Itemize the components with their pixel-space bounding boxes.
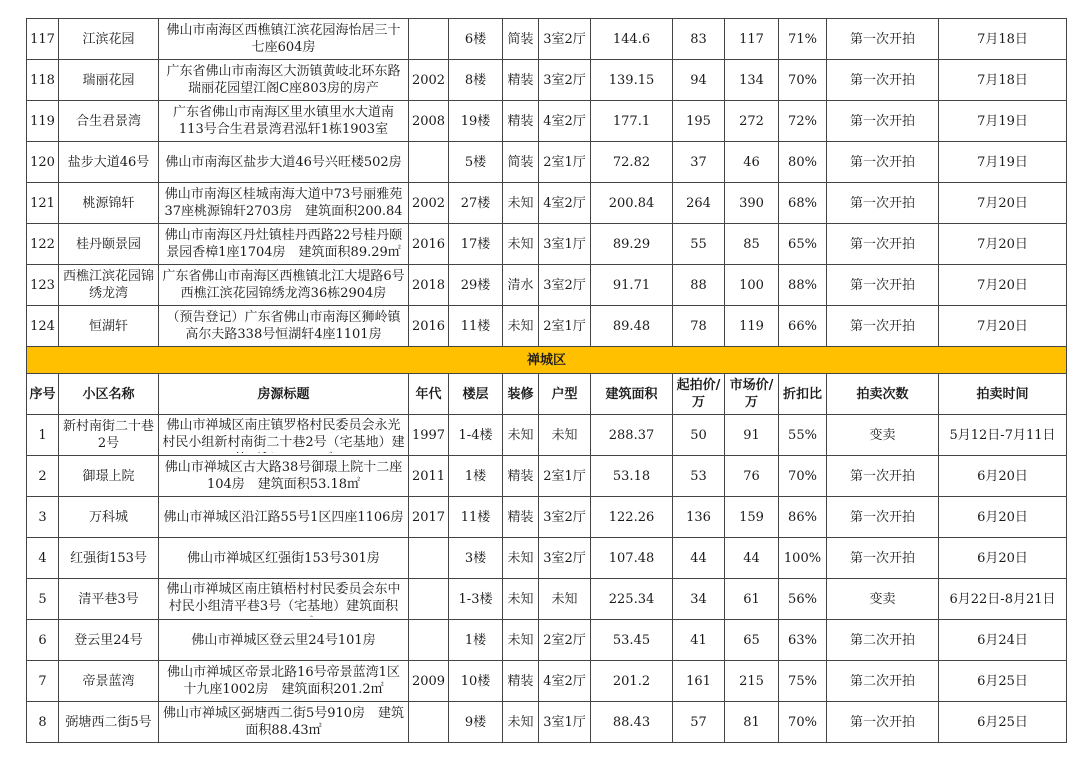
cell-title bbox=[159, 497, 409, 538]
cell-title bbox=[159, 19, 409, 60]
cell-times: 变卖 bbox=[827, 415, 939, 456]
cell-layout: 3室2厅 bbox=[539, 265, 591, 306]
cell-name: 登云里24号 bbox=[59, 620, 159, 661]
cell-no: 1 bbox=[27, 415, 59, 456]
table-row bbox=[27, 620, 1067, 661]
cell-layout: 3室2厅 bbox=[539, 60, 591, 101]
cell-title bbox=[159, 60, 409, 101]
cell-floor: 9楼 bbox=[449, 702, 503, 743]
cell-floor: 11楼 bbox=[449, 306, 503, 347]
cell-no: 8 bbox=[27, 702, 59, 743]
cell-layout: 3室2厅 bbox=[539, 538, 591, 579]
cell-title bbox=[159, 101, 409, 142]
cell-market: 46 bbox=[725, 142, 779, 183]
cell-name: 桂丹颐景园 bbox=[59, 224, 159, 265]
cell-market: 119 bbox=[725, 306, 779, 347]
header-name: 小区名称 bbox=[59, 374, 159, 415]
header-floor: 楼层 bbox=[449, 374, 503, 415]
cell-ratio: 56% bbox=[779, 579, 827, 620]
section-banner bbox=[27, 347, 1067, 374]
cell-start: 34 bbox=[673, 579, 725, 620]
cell-market: 159 bbox=[725, 497, 779, 538]
cell-market: 100 bbox=[725, 265, 779, 306]
cell-area: 91.71 bbox=[591, 265, 673, 306]
table-row bbox=[27, 224, 1067, 265]
cell-title-text: 佛山市禅城区古大路38号御璟上院十二座104房 建筑面积53.18㎡ bbox=[164, 460, 403, 492]
cell-market: 117 bbox=[725, 19, 779, 60]
cell-date: 6月24日 bbox=[939, 620, 1067, 661]
cell-title-text: （预告登记）广东省佛山市南海区狮岭镇高尔夫路338号恒湖轩4座1101房 bbox=[166, 310, 401, 342]
cell-area: 200.84 bbox=[591, 183, 673, 224]
table-row bbox=[27, 306, 1067, 347]
cell-times: 第一次开拍 bbox=[827, 101, 939, 142]
cell-date: 6月25日 bbox=[939, 702, 1067, 743]
cell-no: 119 bbox=[27, 101, 59, 142]
cell-year: 2002 bbox=[409, 60, 449, 101]
cell-start: 37 bbox=[673, 142, 725, 183]
cell-ratio: 68% bbox=[779, 183, 827, 224]
cell-year: 2002 bbox=[409, 183, 449, 224]
cell-year: 1997 bbox=[409, 415, 449, 456]
cell-floor: 1-4楼 bbox=[449, 415, 503, 456]
header-times: 拍卖次数 bbox=[827, 374, 939, 415]
cell-area: 53.45 bbox=[591, 620, 673, 661]
cell-floor: 19楼 bbox=[449, 101, 503, 142]
header-market-price: 市场价/万 bbox=[725, 374, 779, 415]
cell-no: 121 bbox=[27, 183, 59, 224]
cell-ratio: 63% bbox=[779, 620, 827, 661]
cell-decor: 精装 bbox=[503, 497, 539, 538]
section-title: 禅城区 bbox=[27, 347, 1067, 374]
cell-market: 65 bbox=[725, 620, 779, 661]
header-no: 序号 bbox=[27, 374, 59, 415]
table-row bbox=[27, 538, 1067, 579]
chancheng-section bbox=[27, 415, 1067, 743]
chancheng-section-header bbox=[27, 347, 1067, 415]
cell-title-text: 佛山市禅城区沿江路55号1区四座1106房 bbox=[163, 509, 404, 525]
cell-name: 盐步大道46号 bbox=[59, 142, 159, 183]
cell-decor: 未知 bbox=[503, 702, 539, 743]
cell-decor: 未知 bbox=[503, 579, 539, 620]
cell-start: 41 bbox=[673, 620, 725, 661]
cell-no: 3 bbox=[27, 497, 59, 538]
cell-title-text: 佛山市南海区西樵镇江滨花园海怡居三十七座604房 bbox=[166, 23, 401, 55]
table-row bbox=[27, 183, 1067, 224]
cell-start: 88 bbox=[673, 265, 725, 306]
cell-date: 7月20日 bbox=[939, 265, 1067, 306]
cell-layout: 2室1厅 bbox=[539, 456, 591, 497]
cell-title-text: 佛山市禅城区登云里24号101房 bbox=[191, 632, 376, 648]
header-date: 拍卖时间 bbox=[939, 374, 1067, 415]
cell-ratio: 71% bbox=[779, 19, 827, 60]
cell-title bbox=[159, 306, 409, 347]
cell-times: 第一次开拍 bbox=[827, 265, 939, 306]
cell-start: 94 bbox=[673, 60, 725, 101]
cell-start: 53 bbox=[673, 456, 725, 497]
cell-layout: 4室2厅 bbox=[539, 183, 591, 224]
table-header-row bbox=[27, 374, 1067, 415]
cell-ratio: 70% bbox=[779, 456, 827, 497]
cell-date: 7月20日 bbox=[939, 183, 1067, 224]
cell-decor: 未知 bbox=[503, 183, 539, 224]
cell-layout: 未知 bbox=[539, 415, 591, 456]
cell-decor: 精装 bbox=[503, 456, 539, 497]
cell-name: 帝景蓝湾 bbox=[59, 661, 159, 702]
cell-ratio: 70% bbox=[779, 702, 827, 743]
header-year: 年代 bbox=[409, 374, 449, 415]
cell-decor: 未知 bbox=[503, 538, 539, 579]
cell-market: 61 bbox=[725, 579, 779, 620]
cell-title bbox=[159, 224, 409, 265]
cell-floor: 27楼 bbox=[449, 183, 503, 224]
cell-ratio: 86% bbox=[779, 497, 827, 538]
cell-area: 139.15 bbox=[591, 60, 673, 101]
cell-no: 122 bbox=[27, 224, 59, 265]
cell-layout: 3室1厅 bbox=[539, 224, 591, 265]
header-ratio: 折扣比 bbox=[779, 374, 827, 415]
cell-date: 6月25日 bbox=[939, 661, 1067, 702]
cell-ratio: 65% bbox=[779, 224, 827, 265]
cell-ratio: 55% bbox=[779, 415, 827, 456]
cell-name: 清平巷3号 bbox=[59, 579, 159, 620]
cell-title bbox=[159, 538, 409, 579]
cell-area: 89.48 bbox=[591, 306, 673, 347]
header-title: 房源标题 bbox=[159, 374, 409, 415]
cell-title-text: 佛山市南海区盐步大道46号兴旺楼502房 bbox=[165, 154, 402, 170]
cell-start: 55 bbox=[673, 224, 725, 265]
cell-market: 85 bbox=[725, 224, 779, 265]
cell-name: 瑞丽花园 bbox=[59, 60, 159, 101]
cell-floor: 1楼 bbox=[449, 620, 503, 661]
cell-year bbox=[409, 702, 449, 743]
cell-year: 2009 bbox=[409, 661, 449, 702]
table-row bbox=[27, 579, 1067, 620]
cell-decor: 未知 bbox=[503, 415, 539, 456]
cell-no: 7 bbox=[27, 661, 59, 702]
cell-layout: 2室1厅 bbox=[539, 142, 591, 183]
cell-area: 144.6 bbox=[591, 19, 673, 60]
cell-title bbox=[159, 579, 409, 620]
cell-ratio: 70% bbox=[779, 60, 827, 101]
cell-name: 恒湖轩 bbox=[59, 306, 159, 347]
cell-floor: 6楼 bbox=[449, 19, 503, 60]
cell-title bbox=[159, 456, 409, 497]
cell-ratio: 66% bbox=[779, 306, 827, 347]
cell-floor: 10楼 bbox=[449, 661, 503, 702]
cell-start: 83 bbox=[673, 19, 725, 60]
cell-area: 53.18 bbox=[591, 456, 673, 497]
cell-layout: 4室2厅 bbox=[539, 661, 591, 702]
cell-title-text: 佛山市禅城区南庄镇罗格村民委员会永光村民小组新村南街二十巷2号（宅基地）建 bbox=[162, 418, 405, 450]
cell-area: 225.34 bbox=[591, 579, 673, 620]
cell-no: 4 bbox=[27, 538, 59, 579]
cell-area: 88.43 bbox=[591, 702, 673, 743]
cell-times: 第一次开拍 bbox=[827, 19, 939, 60]
nanhai-section bbox=[27, 19, 1067, 347]
cell-floor: 17楼 bbox=[449, 224, 503, 265]
cell-decor: 未知 bbox=[503, 620, 539, 661]
cell-title bbox=[159, 702, 409, 743]
table-row bbox=[27, 702, 1067, 743]
cell-title bbox=[159, 142, 409, 183]
cell-date: 6月20日 bbox=[939, 456, 1067, 497]
cell-title-text: 佛山市禅城区南庄镇梧村村民委员会东中村民小组清平巷3号（宅基地）建筑面积 bbox=[166, 582, 401, 614]
cell-market: 91 bbox=[725, 415, 779, 456]
cell-area: 72.82 bbox=[591, 142, 673, 183]
cell-date: 7月19日 bbox=[939, 142, 1067, 183]
cell-date: 7月20日 bbox=[939, 306, 1067, 347]
cell-decor: 未知 bbox=[503, 306, 539, 347]
cell-market: 76 bbox=[725, 456, 779, 497]
table-row bbox=[27, 497, 1067, 538]
cell-layout: 3室2厅 bbox=[539, 19, 591, 60]
cell-decor: 精装 bbox=[503, 661, 539, 702]
auction-table bbox=[26, 18, 1067, 743]
table-row bbox=[27, 60, 1067, 101]
table-row bbox=[27, 661, 1067, 702]
header-start-price: 起拍价/万 bbox=[673, 374, 725, 415]
cell-market: 215 bbox=[725, 661, 779, 702]
cell-area: 89.29 bbox=[591, 224, 673, 265]
cell-title-text: 广东省佛山市南海区里水镇里水大道南113号合生君景湾君泓轩1栋1903室 bbox=[172, 105, 394, 137]
cell-times: 第一次开拍 bbox=[827, 224, 939, 265]
cell-year: 2016 bbox=[409, 224, 449, 265]
table-row bbox=[27, 265, 1067, 306]
cell-floor: 11楼 bbox=[449, 497, 503, 538]
cell-ratio: 100% bbox=[779, 538, 827, 579]
cell-floor: 1-3楼 bbox=[449, 579, 503, 620]
cell-year: 2018 bbox=[409, 265, 449, 306]
cell-year: 2008 bbox=[409, 101, 449, 142]
cell-market: 134 bbox=[725, 60, 779, 101]
cell-floor: 8楼 bbox=[449, 60, 503, 101]
cell-title-text: 广东省佛山市南海区西樵镇北江大堤路6号西樵江滨花园锦绣龙湾36栋2904房 bbox=[162, 269, 405, 301]
header-layout: 户型 bbox=[539, 374, 591, 415]
cell-title bbox=[159, 661, 409, 702]
cell-date: 6月20日 bbox=[939, 538, 1067, 579]
cell-title-text: 佛山市南海区丹灶镇桂丹西路22号桂丹颐景园香樟1座1704房 建筑面积89.29㎡ bbox=[164, 228, 403, 260]
cell-no: 6 bbox=[27, 620, 59, 661]
cell-year: 2011 bbox=[409, 456, 449, 497]
cell-no: 123 bbox=[27, 265, 59, 306]
cell-layout: 3室2厅 bbox=[539, 497, 591, 538]
cell-name: 红强街153号 bbox=[59, 538, 159, 579]
cell-market: 44 bbox=[725, 538, 779, 579]
cell-start: 264 bbox=[673, 183, 725, 224]
cell-layout: 2室2厅 bbox=[539, 620, 591, 661]
cell-market: 81 bbox=[725, 702, 779, 743]
cell-title-text: 广东省佛山市南海区大沥镇黄岐北环东路瑞丽花园望江阁C座803房的房产 bbox=[166, 64, 401, 96]
cell-area: 201.2 bbox=[591, 661, 673, 702]
cell-times: 第二次开拍 bbox=[827, 620, 939, 661]
cell-no: 5 bbox=[27, 579, 59, 620]
cell-area: 177.1 bbox=[591, 101, 673, 142]
cell-start: 57 bbox=[673, 702, 725, 743]
cell-title-text: 佛山市禅城区红强街153号301房 bbox=[187, 550, 380, 566]
cell-year bbox=[409, 579, 449, 620]
cell-ratio: 72% bbox=[779, 101, 827, 142]
table-row bbox=[27, 142, 1067, 183]
cell-layout: 未知 bbox=[539, 579, 591, 620]
cell-year bbox=[409, 142, 449, 183]
cell-date: 6月20日 bbox=[939, 497, 1067, 538]
header-decor: 装修 bbox=[503, 374, 539, 415]
cell-start: 136 bbox=[673, 497, 725, 538]
cell-name: 江滨花园 bbox=[59, 19, 159, 60]
cell-no: 124 bbox=[27, 306, 59, 347]
cell-decor: 精装 bbox=[503, 101, 539, 142]
cell-date: 5月12日-7月11日 bbox=[939, 415, 1067, 456]
cell-ratio: 75% bbox=[779, 661, 827, 702]
cell-times: 第一次开拍 bbox=[827, 538, 939, 579]
cell-no: 2 bbox=[27, 456, 59, 497]
cell-times: 第一次开拍 bbox=[827, 60, 939, 101]
cell-no: 120 bbox=[27, 142, 59, 183]
cell-area: 122.26 bbox=[591, 497, 673, 538]
cell-year bbox=[409, 19, 449, 60]
cell-times: 变卖 bbox=[827, 579, 939, 620]
cell-date: 7月20日 bbox=[939, 224, 1067, 265]
cell-floor: 5楼 bbox=[449, 142, 503, 183]
cell-name: 西樵江滨花园锦绣龙湾 bbox=[59, 265, 159, 306]
cell-decor: 简装 bbox=[503, 142, 539, 183]
table-row bbox=[27, 456, 1067, 497]
cell-start: 195 bbox=[673, 101, 725, 142]
cell-title-text: 佛山市南海区桂城南海大道中73号丽雅苑37座桃源锦轩2703房 建筑面积200.84 bbox=[164, 187, 403, 219]
cell-date: 7月18日 bbox=[939, 60, 1067, 101]
cell-ratio: 80% bbox=[779, 142, 827, 183]
cell-title bbox=[159, 415, 409, 456]
cell-title bbox=[159, 183, 409, 224]
cell-times: 第一次开拍 bbox=[827, 306, 939, 347]
cell-area: 288.37 bbox=[591, 415, 673, 456]
cell-title bbox=[159, 620, 409, 661]
cell-times: 第一次开拍 bbox=[827, 702, 939, 743]
cell-title bbox=[159, 265, 409, 306]
cell-date: 7月19日 bbox=[939, 101, 1067, 142]
cell-date: 6月22日-8月21日 bbox=[939, 579, 1067, 620]
cell-name: 弼塘西二街5号 bbox=[59, 702, 159, 743]
cell-start: 44 bbox=[673, 538, 725, 579]
header-area: 建筑面积 bbox=[591, 374, 673, 415]
cell-year: 2017 bbox=[409, 497, 449, 538]
cell-no: 118 bbox=[27, 60, 59, 101]
cell-decor: 简装 bbox=[503, 19, 539, 60]
cell-layout: 3室1厅 bbox=[539, 702, 591, 743]
cell-name: 桃源锦轩 bbox=[59, 183, 159, 224]
cell-ratio: 88% bbox=[779, 265, 827, 306]
cell-floor: 3楼 bbox=[449, 538, 503, 579]
cell-times: 第一次开拍 bbox=[827, 183, 939, 224]
cell-year bbox=[409, 538, 449, 579]
cell-name: 御璟上院 bbox=[59, 456, 159, 497]
cell-times: 第一次开拍 bbox=[827, 497, 939, 538]
table-row bbox=[27, 101, 1067, 142]
cell-floor: 29楼 bbox=[449, 265, 503, 306]
cell-title-text: 佛山市禅城区弼塘西二街5号910房 建筑面积88.43㎡ bbox=[162, 706, 405, 738]
cell-floor: 1楼 bbox=[449, 456, 503, 497]
cell-decor: 清水 bbox=[503, 265, 539, 306]
cell-market: 272 bbox=[725, 101, 779, 142]
cell-no: 117 bbox=[27, 19, 59, 60]
cell-title-text: 佛山市禅城区帝景北路16号帝景蓝湾1区十九座1002房 建筑面积201.2㎡ bbox=[167, 665, 400, 697]
cell-start: 78 bbox=[673, 306, 725, 347]
cell-layout: 4室2厅 bbox=[539, 101, 591, 142]
cell-times: 第一次开拍 bbox=[827, 456, 939, 497]
cell-decor: 精装 bbox=[503, 60, 539, 101]
cell-date: 7月18日 bbox=[939, 19, 1067, 60]
cell-market: 390 bbox=[725, 183, 779, 224]
cell-layout: 2室1厅 bbox=[539, 306, 591, 347]
cell-start: 50 bbox=[673, 415, 725, 456]
cell-start: 161 bbox=[673, 661, 725, 702]
cell-area: 107.48 bbox=[591, 538, 673, 579]
cell-name: 新村南街二十巷2号 bbox=[59, 415, 159, 456]
cell-times: 第二次开拍 bbox=[827, 661, 939, 702]
table-row bbox=[27, 415, 1067, 456]
cell-year: 2016 bbox=[409, 306, 449, 347]
cell-year bbox=[409, 620, 449, 661]
cell-name: 合生君景湾 bbox=[59, 101, 159, 142]
table-row bbox=[27, 19, 1067, 60]
cell-name: 万科城 bbox=[59, 497, 159, 538]
cell-times: 第一次开拍 bbox=[827, 142, 939, 183]
cell-decor: 未知 bbox=[503, 224, 539, 265]
